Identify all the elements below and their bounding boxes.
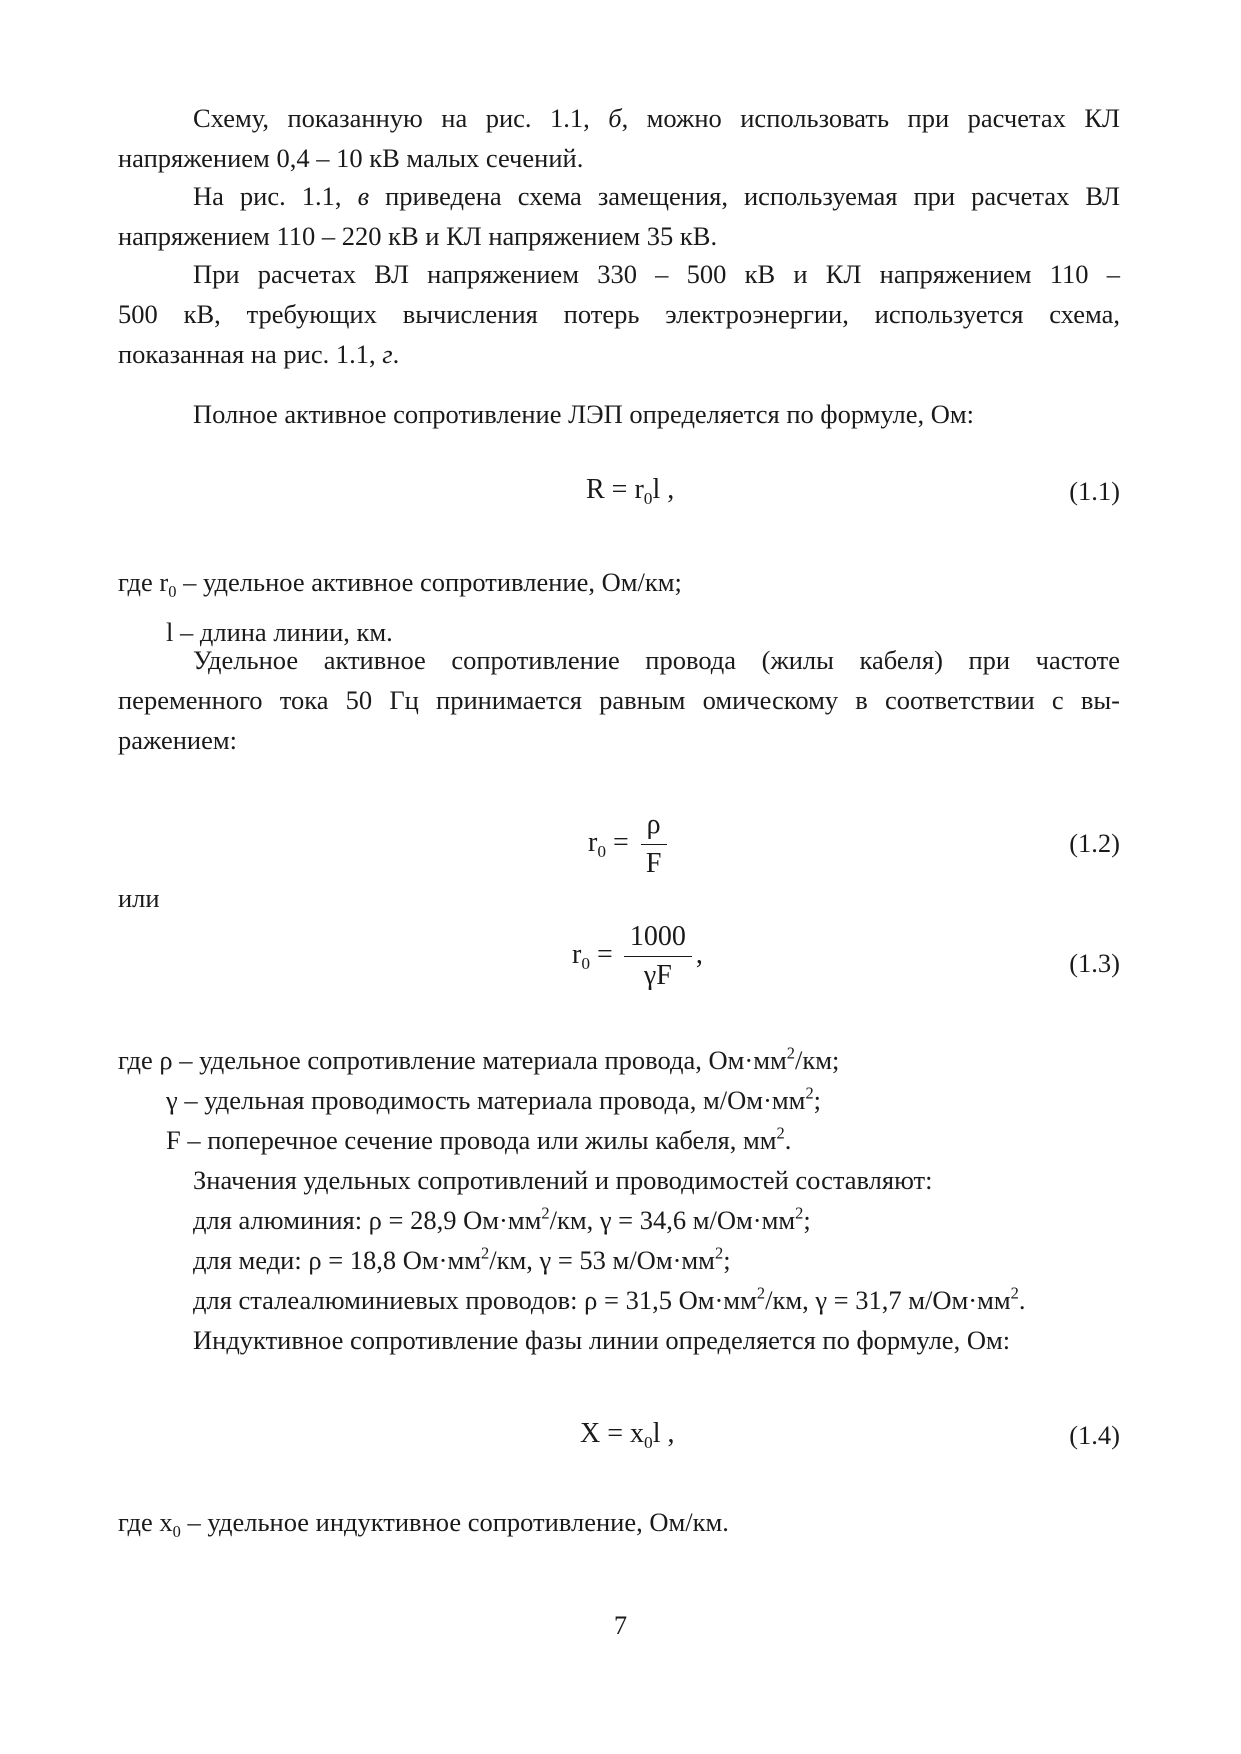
text: . <box>392 339 400 369</box>
text: . <box>784 1125 792 1155</box>
text: /км, γ = 34,6 м/Ом·мм <box>549 1205 796 1235</box>
text: для сталеалюминиевых проводов: ρ = 31,5 Ом·мм <box>193 1285 757 1315</box>
superscript: 2 <box>805 1083 814 1103</box>
eq-sign: = <box>597 938 613 970</box>
denominator: γF <box>643 960 672 991</box>
fraction <box>640 808 668 881</box>
text: /км, γ = 31,7 м/Ом·мм <box>765 1285 1011 1315</box>
text-italic: в <box>357 181 370 211</box>
superscript: 2 <box>795 1203 804 1223</box>
text: ; <box>803 1205 811 1235</box>
text: ; <box>723 1245 731 1275</box>
paragraph-4 <box>118 394 1120 434</box>
text: /км, γ = 53 м/Ом·мм <box>489 1245 715 1275</box>
paragraph-1-line-2: напряжением 0,4 – 10 кВ малых сечений. <box>118 143 584 173</box>
eq-rhs: l , <box>652 1418 675 1449</box>
equation-number-1-1: (1.1) <box>1069 476 1120 506</box>
equation-1-4 <box>580 1418 674 1453</box>
where-line-gamma <box>118 1080 1120 1120</box>
paragraph-2-line-1 <box>118 176 1120 216</box>
text: показанная на рис. 1.1, <box>118 339 383 369</box>
paragraph-5-line-2: переменного тока 50 Гц принимается равным омическому в соответствии с вы- <box>118 685 1120 715</box>
equation-number-1-4: (1.4) <box>1069 1420 1120 1450</box>
text: для меди: ρ = 18,8 Ом·мм <box>193 1245 482 1275</box>
text: – удельное индуктивное сопротивление, Ом/км. <box>180 1507 729 1537</box>
equation-number-1-2: (1.2) <box>1069 828 1120 858</box>
superscript: 2 <box>1010 1283 1019 1303</box>
paragraph-2-line-2: напряжением 110 – 220 кВ и КЛ напряжением 35 кВ. <box>118 221 718 251</box>
numerator: 1000 <box>624 920 692 957</box>
values-steel-aluminium <box>118 1280 1120 1320</box>
where-block-3 <box>118 1502 1120 1552</box>
eq-subscript: 0 <box>581 953 591 973</box>
paragraph-3 <box>118 254 1120 374</box>
paragraph-2 <box>118 176 1120 256</box>
paragraph-5-line-1: Удельное активное сопротивление провода (жилы кабеля) при частоте <box>193 645 1120 675</box>
values-aluminium <box>118 1200 1120 1240</box>
paragraph-1 <box>118 98 1120 178</box>
equation-1-1 <box>586 474 674 509</box>
text: , можно использовать при расчетах КЛ <box>621 103 1120 133</box>
eq-tail: , <box>695 938 703 970</box>
superscript: 2 <box>756 1283 766 1303</box>
text: – удельное активное сопротивление, Ом/км; <box>176 567 682 597</box>
or-text: или <box>118 883 160 913</box>
paragraph-1-line-1 <box>118 98 1120 138</box>
superscript: 2 <box>481 1243 490 1263</box>
paragraph-5-line-3: ражением: <box>118 725 237 755</box>
eq-lhs: X = x <box>580 1418 645 1449</box>
subscript: 0 <box>168 581 177 601</box>
fraction <box>624 920 692 993</box>
paragraph-3-line-1: При расчетах ВЛ напряжением 330 – 500 кВ и КЛ напряжением 110 – <box>193 259 1120 289</box>
where-line-rho <box>118 1040 1120 1080</box>
text: На рис. 1.1, <box>193 181 358 211</box>
paragraph-5 <box>118 640 1120 760</box>
superscript: 2 <box>776 1123 785 1143</box>
where-line-l: l – длина линии, км. <box>166 616 393 647</box>
text: /км; <box>794 1045 840 1075</box>
where-line-f <box>118 1120 1120 1160</box>
text: F – поперечное сечение провода или жилы кабеля, мм <box>166 1125 777 1155</box>
text: Схему, показанную на рис. 1.1, <box>193 103 609 133</box>
text: где x <box>118 1507 173 1537</box>
text: приведена схема замещения, используемая при расчетах ВЛ <box>369 181 1121 211</box>
eq-subscript: 0 <box>644 1433 653 1453</box>
superscript: 2 <box>786 1043 795 1063</box>
values-intro: Значения удельных сопротивлений и проводимостей составляют: <box>193 1165 933 1195</box>
eq-lhs: R = r <box>586 474 644 505</box>
eq-lhs: r <box>572 938 582 970</box>
superscript: 2 <box>541 1203 550 1223</box>
values-copper <box>118 1240 1120 1280</box>
subscript: 0 <box>172 1521 181 1541</box>
text: γ – удельная проводимость материала провода, м/Ом·мм <box>166 1085 806 1115</box>
where-line-r0 <box>118 562 1120 612</box>
superscript: 2 <box>714 1243 724 1263</box>
where-block-2 <box>118 1040 1120 1160</box>
eq-rhs: l , <box>652 474 675 505</box>
denominator: F <box>645 848 662 879</box>
values-block <box>118 1160 1120 1360</box>
numerator: ρ <box>641 808 667 845</box>
text: для алюминия: ρ = 28,9 Ом·мм <box>193 1205 542 1235</box>
text-italic: б <box>608 103 622 133</box>
page-number: 7 <box>613 1610 628 1640</box>
eq-lhs: r <box>588 826 598 858</box>
paragraph-4-line-1: Полное активное сопротивление ЛЭП определяется по формуле, Ом: <box>193 399 975 429</box>
text: где ρ – удельное сопротивление материала провода, Ом·мм <box>118 1045 787 1075</box>
eq-subscript: 0 <box>597 841 607 861</box>
text: . <box>1018 1285 1026 1315</box>
where-line-x0 <box>118 1502 1120 1552</box>
eq-subscript: 0 <box>643 489 653 509</box>
text-italic: г <box>382 339 393 369</box>
text: где r <box>118 567 169 597</box>
eq-sign: = <box>613 826 629 858</box>
equation-1-2 <box>588 808 671 881</box>
equation-1-3 <box>572 920 703 993</box>
text: ; <box>813 1085 822 1115</box>
equation-number-1-3: (1.3) <box>1069 948 1120 978</box>
paragraph-7: Индуктивное сопротивление фазы линии определяется по формуле, Ом: <box>193 1325 1011 1355</box>
or-line <box>118 878 1120 918</box>
paragraph-3-line-3 <box>118 334 1120 374</box>
where-block-1 <box>118 562 1120 652</box>
paragraph-3-line-2: 500 кВ, требующих вычисления потерь электроэнергии, используется схема, <box>118 299 1120 329</box>
